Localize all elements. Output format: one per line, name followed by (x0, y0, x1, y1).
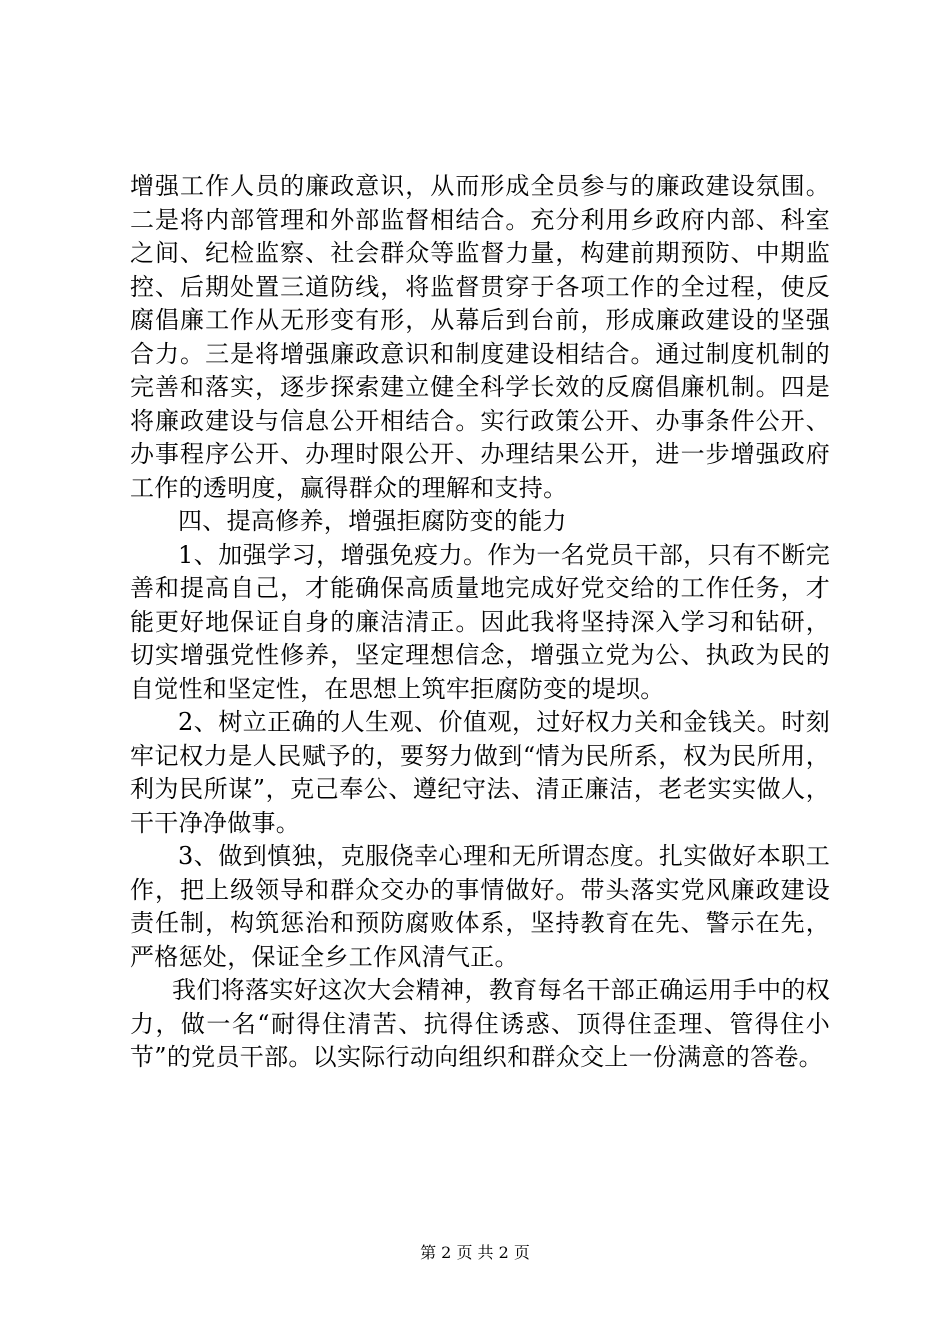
section-heading-4: 四、提高修养，增强拒腐防变的能力 (178, 507, 567, 535)
document-body (130, 170, 830, 1075)
page-footer: 第 2 页 共 2 页 (420, 1243, 530, 1262)
paragraph-conclusion: 我们将落实好这次大会精神，教育每名干部正确运用手中的权力，做一名“耐得住清苦、抗得住诱惑、顶得住歪理、管得住小节”的党员干部。以实际行动向组织和群众交上一份满意的答卷。 (130, 976, 830, 1071)
paragraph-anti-corruption-measures: 增强工作人员的廉政意识，从而形成全员参与的廉政建设氛围。二是将内部管理和外部监督相结合。充分利用乡政府内部、科室之间、纪检监察、社会群众等监督力量，构建前期预防、中期监控、后期处置三道防线，将监督贯穿于各项工作的全过程，使反腐倡廉工作从无形变有形，从幕后到台前，形成廉政建设的坚强合力。三是将增强廉政意识和制度建设相结合。通过制度机制的完善和落实，逐步探索建立健全科学长效的反腐倡廉机制。四是将廉政建设与信息公开相结合。实行政策公开、办事条件公开、办事程序公开、办理时限公开、办理结果公开，进一步增强政府工作的透明度，赢得群众的理解和支持。 (130, 172, 830, 502)
paragraph-item-1: 1、加强学习，增强免疫力。作为一名党员干部，只有不断完善和提高自己，才能确保高质量地完成好党交给的工作任务，才能更好地保证自身的廉洁清正。因此我将坚持深入学习和钻研，切实增强党性修养，坚定理想信念，增强立党为公、执政为民的自觉性和坚定性，在思想上筑牢拒腐防变的堤坝。 (130, 540, 830, 703)
paragraph-item-2: 2、树立正确的人生观、价值观，过好权力关和金钱关。时刻牢记权力是人民赋予的，要努力做到“情为民所系，权为民所用，利为民所谋”，克己奉公、遵纪守法、清正廉洁，老老实实做人，干干净净做事。 (130, 708, 830, 837)
paragraph-item-3: 3、做到慎独，克服侥幸心理和无所谓态度。扎实做好本职工作，把上级领导和群众交办的事情做好。带头落实党风廉政建设责任制，构筑惩治和预防腐败体系，坚持教育在先、警示在先，严格惩处，保证全乡工作风清气正。 (130, 842, 830, 971)
